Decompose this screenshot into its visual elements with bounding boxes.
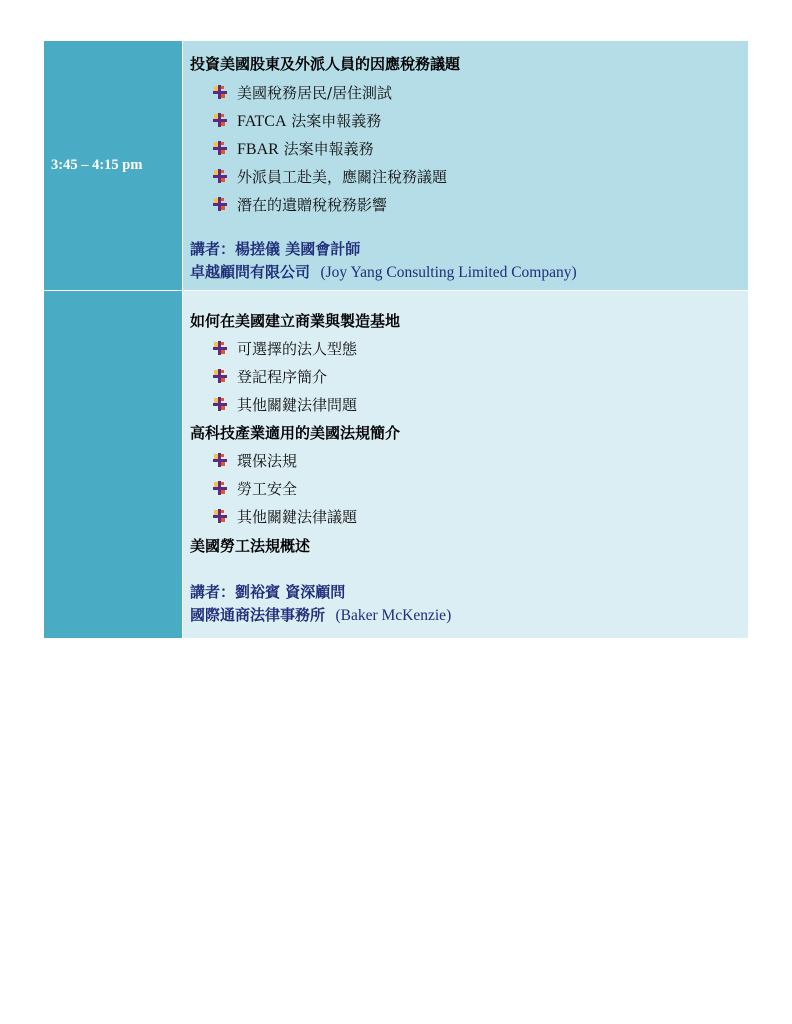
plus-bullet-icon xyxy=(213,85,227,99)
plus-bullet-icon xyxy=(213,369,227,383)
list-item: 登記程序簡介 xyxy=(213,366,327,387)
session-heading: 如何在美國建立商業與製造基地 xyxy=(190,312,401,330)
session-heading: 高科技產業適用的美國法規簡介 xyxy=(190,424,401,442)
speaker-name: 講者：楊搓儀 美國會計師 xyxy=(190,240,361,258)
plus-bullet-icon xyxy=(213,481,227,495)
time-cell-2 xyxy=(44,291,183,639)
list-item: FATCA 法案申報義務 xyxy=(213,110,381,131)
time-cell-1 xyxy=(44,41,183,291)
session-heading: 投資美國股東及外派人員的因應稅務議題 xyxy=(190,55,461,73)
list-item: 可選擇的法人型態 xyxy=(213,338,357,359)
list-item: FBAR 法案申報義務 xyxy=(213,138,374,159)
plus-bullet-icon xyxy=(213,509,227,523)
plus-bullet-icon xyxy=(213,113,227,127)
list-item: 環保法規 xyxy=(213,450,297,471)
plus-bullet-icon xyxy=(213,169,227,183)
agenda-table xyxy=(44,41,748,638)
plus-bullet-icon xyxy=(213,197,227,211)
plus-bullet-icon xyxy=(213,141,227,155)
speaker-name: 講者：劉裕賓 資深顧問 xyxy=(190,583,346,601)
plus-bullet-icon xyxy=(213,397,227,411)
plus-bullet-icon xyxy=(213,341,227,355)
content-cell-2 xyxy=(183,291,749,639)
list-item: 外派員工赴美，應關注稅務議題 xyxy=(213,166,447,187)
content-cell-1 xyxy=(183,41,749,291)
session-time: 3:45 – 4:15 pm xyxy=(51,157,143,173)
agenda-row-1 xyxy=(44,41,748,291)
session-heading: 美國勞工法規概述 xyxy=(190,537,311,555)
list-item: 勞工安全 xyxy=(213,478,297,499)
speaker-affiliation: 卓越顧問有限公司 (Joy Yang Consulting Limited Company) xyxy=(190,263,577,281)
list-item: 其他關鍵法律議題 xyxy=(213,506,357,527)
list-item: 美國稅務居民/居住測試 xyxy=(213,82,392,103)
list-item: 潛在的遺贈稅稅務影響 xyxy=(213,194,387,215)
list-item: 其他關鍵法律問題 xyxy=(213,394,357,415)
speaker-affiliation: 國際通商法律事務所 (Baker McKenzie) xyxy=(190,606,452,624)
plus-bullet-icon xyxy=(213,453,227,467)
agenda-row-2 xyxy=(44,291,748,639)
